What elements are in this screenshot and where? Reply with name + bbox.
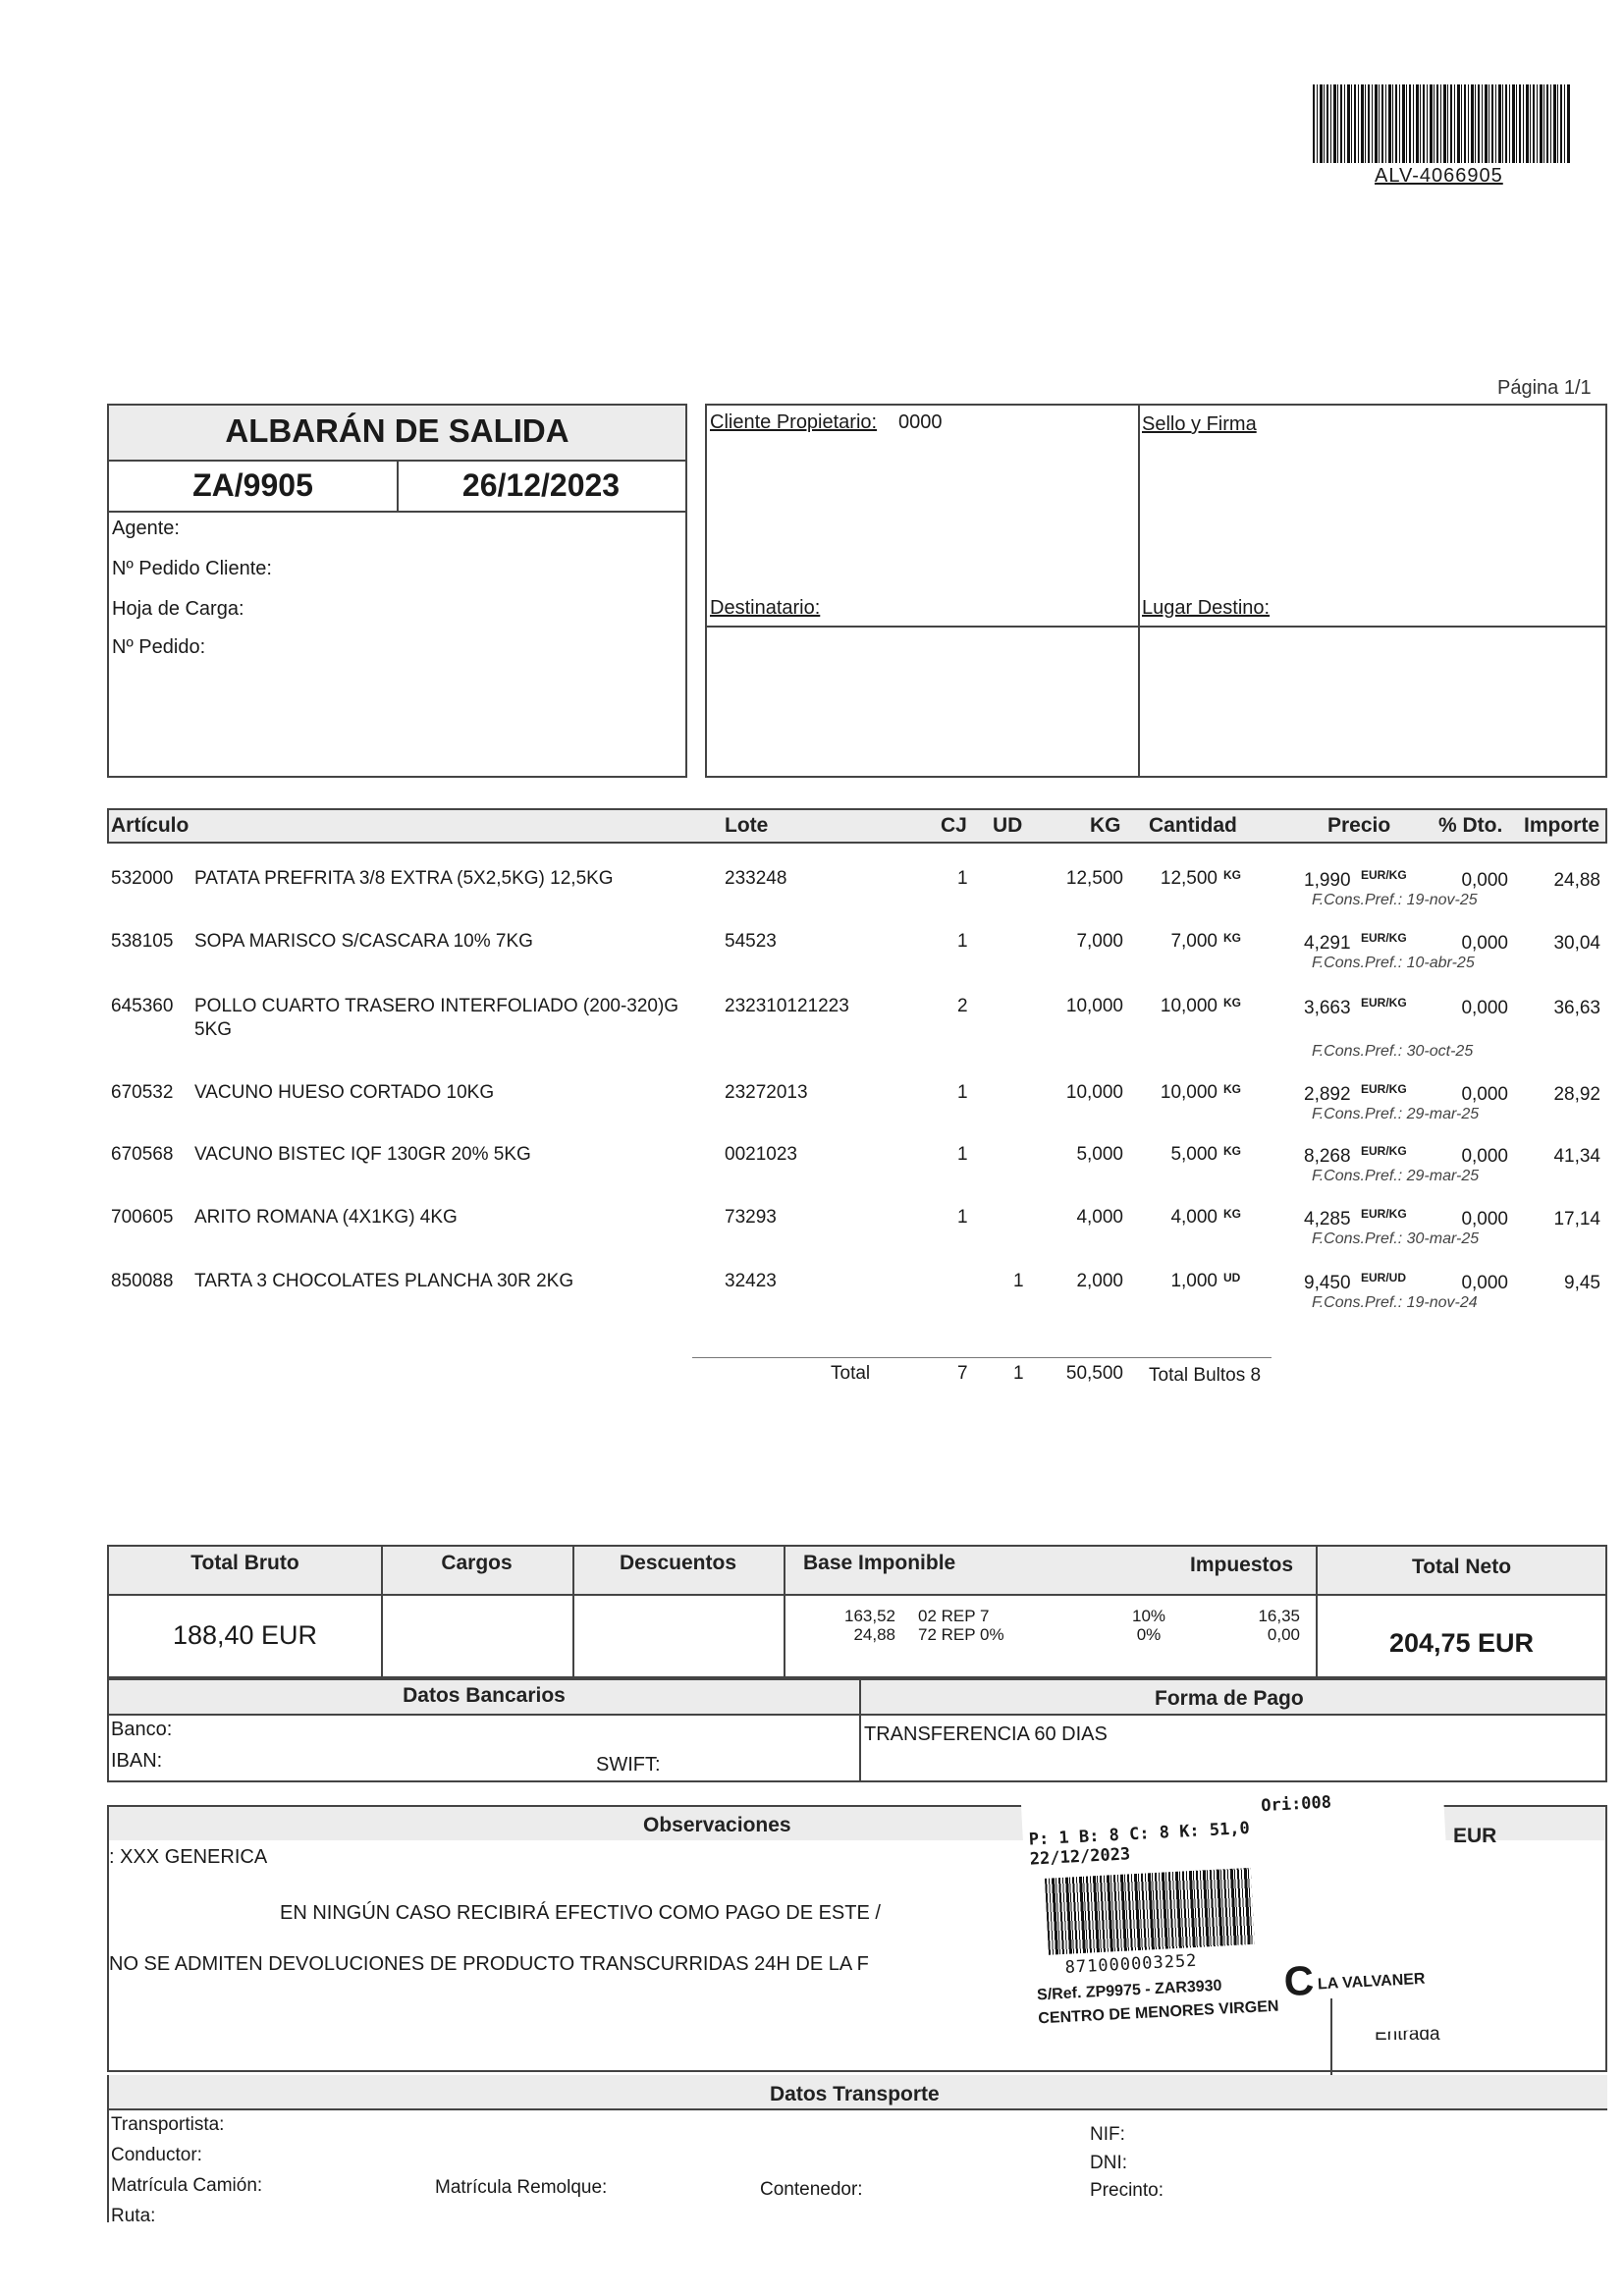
obs-eur: EUR xyxy=(1453,1825,1497,1847)
item-dto: 0,000 xyxy=(1461,998,1508,1018)
pedido-cliente-label: Nº Pedido Cliente: xyxy=(112,558,272,579)
descuentos-label: Descuentos xyxy=(619,1552,737,1574)
item-cantidad: 7,000 xyxy=(1170,931,1218,952)
total-ud: 1 xyxy=(1013,1363,1024,1384)
col-cj: CJ xyxy=(941,814,967,837)
stamp-ori: Ori:008 xyxy=(1260,1792,1332,1817)
top-barcode-code: ALV-4066905 xyxy=(1375,165,1503,187)
hoja-carga-label: Hoja de Carga: xyxy=(112,598,244,620)
base-code-1: 02 REP 7 xyxy=(918,1607,990,1625)
item-unit: KG xyxy=(1223,996,1241,1010)
item-desc: VACUNO BISTEC IQF 130GR 20% 5KG xyxy=(194,1144,531,1165)
item-dto: 0,000 xyxy=(1461,1146,1508,1167)
item-importe: 41,34 xyxy=(1553,1146,1600,1167)
bank-title: Datos Bancarios xyxy=(403,1684,566,1707)
base-pct-2: 0% xyxy=(1136,1625,1162,1644)
cliente-label: Cliente Propietario: xyxy=(710,411,878,433)
item-fcons: F.Cons.Pref.: 19-nov-24 xyxy=(1312,1294,1478,1311)
doc-title: ALBARÁN DE SALIDA xyxy=(225,412,569,449)
item-kg: 7,000 xyxy=(1076,931,1123,952)
item-punit: EUR/KG xyxy=(1361,1082,1407,1096)
total-label: Total xyxy=(831,1363,871,1384)
total-kg: 50,500 xyxy=(1065,1363,1123,1384)
agente-label: Agente: xyxy=(112,518,180,539)
item-cantidad: 1,000 xyxy=(1170,1271,1218,1291)
item-cantidad: 4,000 xyxy=(1170,1207,1218,1228)
stamp-line1: P: 1 B: 8 C: 8 K: 51,0 xyxy=(1028,1818,1251,1850)
item-cj: 1 xyxy=(957,868,968,889)
base-imp-2: 0,00 xyxy=(1267,1625,1300,1644)
item-dto: 0,000 xyxy=(1461,870,1508,891)
item-punit: EUR/KG xyxy=(1361,868,1407,882)
item-code: 850088 xyxy=(111,1271,174,1291)
item-desc: POLLO CUARTO TRASERO INTERFOLIADO (200-320)G xyxy=(194,996,679,1016)
col-cantidad: Cantidad xyxy=(1149,814,1237,837)
item-code: 532000 xyxy=(111,868,174,889)
item-desc: VACUNO HUESO CORTADO 10KG xyxy=(194,1082,495,1103)
item-ud: 1 xyxy=(1013,1271,1024,1291)
item-kg: 2,000 xyxy=(1076,1271,1123,1291)
item-importe: 36,63 xyxy=(1553,998,1600,1018)
col-kg: KG xyxy=(1090,814,1121,837)
stamp-date: 22/12/2023 xyxy=(1029,1844,1131,1870)
item-desc: TARTA 3 CHOCOLATES PLANCHA 30R 2KG xyxy=(194,1271,574,1291)
cargos-label: Cargos xyxy=(441,1552,513,1574)
item-fcons: F.Cons.Pref.: 30-mar-25 xyxy=(1312,1230,1480,1247)
base-pct-1: 10% xyxy=(1131,1607,1166,1625)
precinto-label: Precinto: xyxy=(1090,2180,1164,2201)
base-imp-1: 16,35 xyxy=(1258,1607,1300,1625)
item-cj: 1 xyxy=(957,1082,968,1103)
item-fcons: F.Cons.Pref.: 29-mar-25 xyxy=(1312,1106,1480,1122)
item-kg: 5,000 xyxy=(1076,1144,1123,1165)
obs-entrada: Entrada xyxy=(1375,2024,1440,2045)
client-box xyxy=(705,404,1607,778)
obs-line-2: EN NINGÚN CASO RECIBIRÁ EFECTIVO COMO PAGO DE ESTE / xyxy=(280,1902,881,1924)
item-precio: 3,663 xyxy=(1304,998,1351,1018)
item-unit: KG xyxy=(1223,868,1241,882)
item-kg: 10,000 xyxy=(1065,1082,1123,1103)
base-2: 24,88 xyxy=(853,1625,895,1644)
item-desc: SOPA MARISCO S/CASCARA 10% 7KG xyxy=(194,931,533,952)
lugar-destino-label: Lugar Destino: xyxy=(1142,597,1271,619)
sello-label: Sello y Firma xyxy=(1142,413,1257,435)
item-code: 670532 xyxy=(111,1082,174,1103)
destinatario-label: Destinatario: xyxy=(710,597,821,619)
swift-label: SWIFT: xyxy=(596,1754,661,1776)
item-fcons: F.Cons.Pref.: 30-oct-25 xyxy=(1312,1043,1474,1060)
item-lote: 0021023 xyxy=(725,1144,797,1165)
col-lote: Lote xyxy=(725,814,769,837)
transportista-label: Transportista: xyxy=(111,2114,225,2135)
neto-label: Total Neto xyxy=(1411,1556,1512,1578)
item-kg: 10,000 xyxy=(1065,996,1123,1016)
item-punit: EUR/KG xyxy=(1361,1144,1407,1158)
pago-value: TRANSFERENCIA 60 DIAS xyxy=(864,1723,1108,1745)
item-cj: 2 xyxy=(957,996,968,1016)
item-precio: 4,285 xyxy=(1304,1209,1351,1230)
matricula-label: Matrícula Camión: xyxy=(111,2175,263,2196)
item-unit: KG xyxy=(1223,1082,1241,1096)
col-dto: % Dto. xyxy=(1438,814,1503,837)
item-precio: 1,990 xyxy=(1304,870,1351,891)
col-articulo: Artículo xyxy=(111,814,189,837)
base-label: Base Imponible xyxy=(803,1552,956,1574)
item-dto: 0,000 xyxy=(1461,1084,1508,1105)
item-punit: EUR/KG xyxy=(1361,1207,1407,1221)
doc-number: ZA/9905 xyxy=(192,467,313,503)
base-1: 163,52 xyxy=(844,1607,895,1625)
transport-title: Datos Transporte xyxy=(770,2083,940,2105)
obs-title: Observaciones xyxy=(643,1814,791,1836)
remolque-label: Matrícula Remolque: xyxy=(435,2177,608,2198)
item-desc2: 5KG xyxy=(194,1019,233,1040)
item-lote: 233248 xyxy=(725,868,787,889)
item-desc: PATATA PREFRITA 3/8 EXTRA (5X2,5KG) 12,5KG xyxy=(194,868,614,889)
cliente-value: 0000 xyxy=(898,411,943,433)
doc-date: 26/12/2023 xyxy=(461,467,621,503)
banco-label: Banco: xyxy=(111,1719,173,1740)
item-dto: 0,000 xyxy=(1461,1273,1508,1293)
item-cj: 1 xyxy=(957,931,968,952)
item-fcons: F.Cons.Pref.: 29-mar-25 xyxy=(1312,1168,1480,1184)
page-number: Página 1/1 xyxy=(1497,377,1592,399)
pago-title: Forma de Pago xyxy=(1155,1687,1304,1710)
stamp-letter: C xyxy=(1282,1956,1316,2005)
impuestos-label: Impuestos xyxy=(1190,1554,1294,1576)
item-dto: 0,000 xyxy=(1461,1209,1508,1230)
item-lote: 32423 xyxy=(725,1271,777,1291)
stamp-center2: LA VALVANER xyxy=(1317,1970,1426,1994)
item-cj: 1 xyxy=(957,1144,968,1165)
iban-label: IBAN: xyxy=(111,1750,163,1772)
item-kg: 4,000 xyxy=(1076,1207,1123,1228)
item-fcons: F.Cons.Pref.: 19-nov-25 xyxy=(1312,892,1478,908)
item-cantidad: 5,000 xyxy=(1170,1144,1218,1165)
item-desc: ARITO ROMANA (4X1KG) 4KG xyxy=(194,1207,458,1228)
bruto-value: 188,40 EUR xyxy=(172,1620,318,1650)
ruta-label: Ruta: xyxy=(111,2206,156,2226)
total-bultos: Total Bultos 8 xyxy=(1149,1365,1262,1386)
dni-label: DNI: xyxy=(1090,2153,1127,2173)
item-lote: 54523 xyxy=(725,931,777,952)
col-importe: Importe xyxy=(1524,814,1600,837)
item-fcons: F.Cons.Pref.: 10-abr-25 xyxy=(1312,955,1475,971)
item-cantidad: 10,000 xyxy=(1160,996,1218,1016)
item-importe: 9,45 xyxy=(1564,1273,1600,1293)
item-punit: EUR/KG xyxy=(1361,996,1407,1010)
stamp-barcode-number: 871000003252 xyxy=(1064,1950,1198,1978)
item-cantidad: 10,000 xyxy=(1160,1082,1218,1103)
item-punit: EUR/KG xyxy=(1361,931,1407,945)
item-code: 645360 xyxy=(111,996,174,1016)
item-unit: KG xyxy=(1223,1207,1241,1221)
item-importe: 28,92 xyxy=(1553,1084,1600,1105)
item-unit: KG xyxy=(1223,1144,1241,1158)
neto-value: 204,75 EUR xyxy=(1388,1628,1535,1658)
item-precio: 9,450 xyxy=(1304,1273,1351,1293)
item-unit: KG xyxy=(1223,931,1241,945)
item-code: 670568 xyxy=(111,1144,174,1165)
item-lote: 232310121223 xyxy=(725,996,849,1016)
item-lote: 73293 xyxy=(725,1207,777,1228)
item-importe: 24,88 xyxy=(1553,870,1600,891)
item-cantidad: 12,500 xyxy=(1160,868,1218,889)
top-barcode xyxy=(1313,84,1570,163)
item-importe: 17,14 xyxy=(1553,1209,1600,1230)
stamp-sticker xyxy=(1021,1782,1455,2050)
base-code-2: 72 REP 0% xyxy=(918,1625,1004,1644)
obs-line-3: NO SE ADMITEN DEVOLUCIONES DE PRODUCTO TRANSCURRIDAS 24H DE LA F xyxy=(109,1953,869,1975)
item-unit: UD xyxy=(1223,1271,1241,1285)
item-code: 700605 xyxy=(111,1207,174,1228)
stamp-center: CENTRO DE MENORES VIRGEN xyxy=(1037,1997,1279,2028)
item-precio: 8,268 xyxy=(1304,1146,1351,1167)
item-kg: 12,500 xyxy=(1065,868,1123,889)
item-precio: 2,892 xyxy=(1304,1084,1351,1105)
total-cj: 7 xyxy=(957,1363,968,1384)
col-precio: Precio xyxy=(1327,814,1391,837)
col-ud: UD xyxy=(993,814,1023,837)
stamp-barcode xyxy=(1045,1868,1255,1955)
totals-rule xyxy=(692,1357,1272,1358)
stamp-ref: S/Ref. ZP9975 - ZAR3930 xyxy=(1036,1977,1222,2004)
pedido-label: Nº Pedido: xyxy=(112,636,206,658)
item-lote: 23272013 xyxy=(725,1082,808,1103)
item-dto: 0,000 xyxy=(1461,933,1508,954)
item-code: 538105 xyxy=(111,931,174,952)
bruto-label: Total Bruto xyxy=(190,1552,299,1574)
item-punit: EUR/UD xyxy=(1361,1271,1407,1285)
contenedor-label: Contenedor: xyxy=(760,2179,863,2200)
obs-line-1: : XXX GENERICA xyxy=(109,1846,268,1868)
item-cj: 1 xyxy=(957,1207,968,1228)
item-precio: 4,291 xyxy=(1304,933,1351,954)
item-importe: 30,04 xyxy=(1553,933,1600,954)
nif-label: NIF: xyxy=(1090,2124,1125,2145)
conductor-label: Conductor: xyxy=(111,2145,202,2165)
